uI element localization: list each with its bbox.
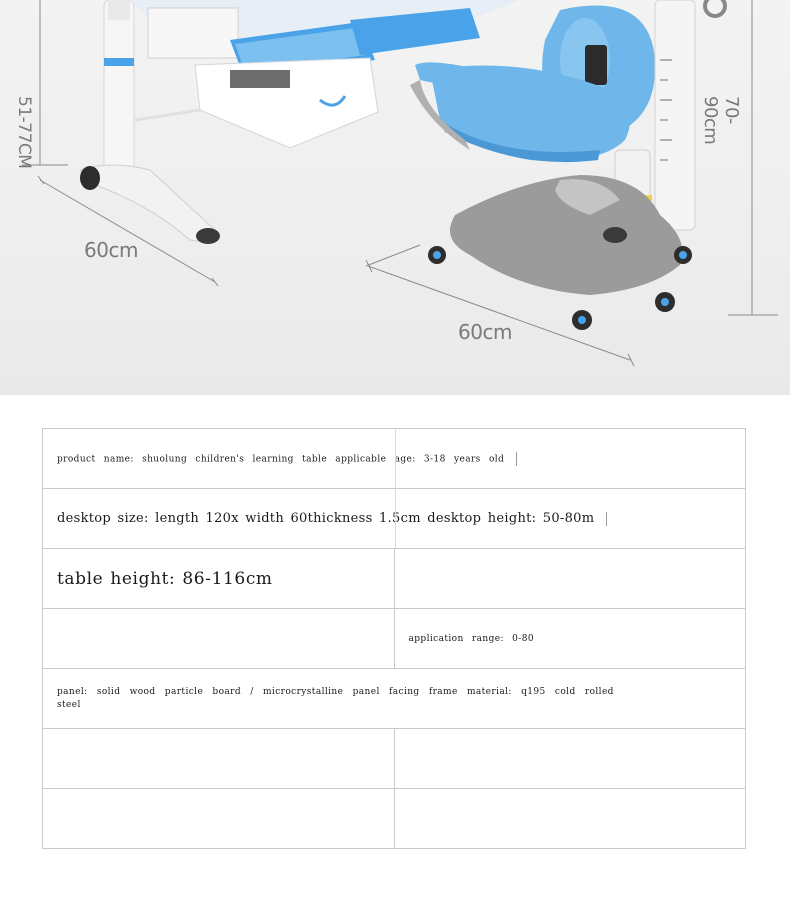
spec-cell-table-height	[43, 549, 395, 609]
spec-text-desktop-size: desktop size: length 120x width 60thickness 1.5cm desktop height: 50-80m	[57, 511, 595, 526]
spec-cell-empty	[43, 609, 395, 669]
spec-row	[43, 549, 746, 609]
spec-text-application-range: application range: 0-80	[408, 633, 534, 644]
chair-depth-dimension-label: 60cm	[458, 320, 512, 344]
stray-mark	[516, 452, 517, 466]
spec-row	[43, 729, 746, 789]
spec-cell-product-name	[43, 429, 746, 489]
spec-cell-empty	[43, 729, 395, 789]
product-photo	[0, 0, 790, 395]
spec-text-panel-material: panel: solid wood particle board / microcrystalline panel facing frame material: q195 cold rolled steel	[57, 686, 614, 710]
chair-height-dimension-label: 70-90cm	[700, 96, 742, 145]
spec-row	[43, 789, 746, 849]
spec-row	[43, 609, 746, 669]
spec-row	[43, 669, 746, 729]
spec-cell-desktop-size	[43, 489, 746, 549]
spec-cell-empty	[394, 549, 746, 609]
spec-cell-application-range	[394, 609, 746, 669]
desk-depth-dimension-label: 60cm	[84, 238, 138, 262]
spec-cell-empty	[43, 789, 395, 849]
stray-mark	[606, 512, 607, 526]
spec-text-product-name: product name: shuolung children's learning table applicable age: 3-18 years old	[57, 454, 505, 464]
spec-cell-empty	[394, 729, 746, 789]
cell-divider	[395, 429, 396, 488]
spec-row	[43, 429, 746, 489]
spec-cell-empty	[394, 789, 746, 849]
spec-row	[43, 489, 746, 549]
desk-chair-illustration	[0, 0, 790, 395]
product-spec-table	[42, 428, 746, 849]
cell-divider	[395, 489, 396, 548]
desk-height-dimension-label: 51-77CM	[14, 96, 34, 169]
spec-cell-panel-material	[43, 669, 746, 729]
spec-text-table-height: table height: 86-116cm	[57, 568, 273, 589]
